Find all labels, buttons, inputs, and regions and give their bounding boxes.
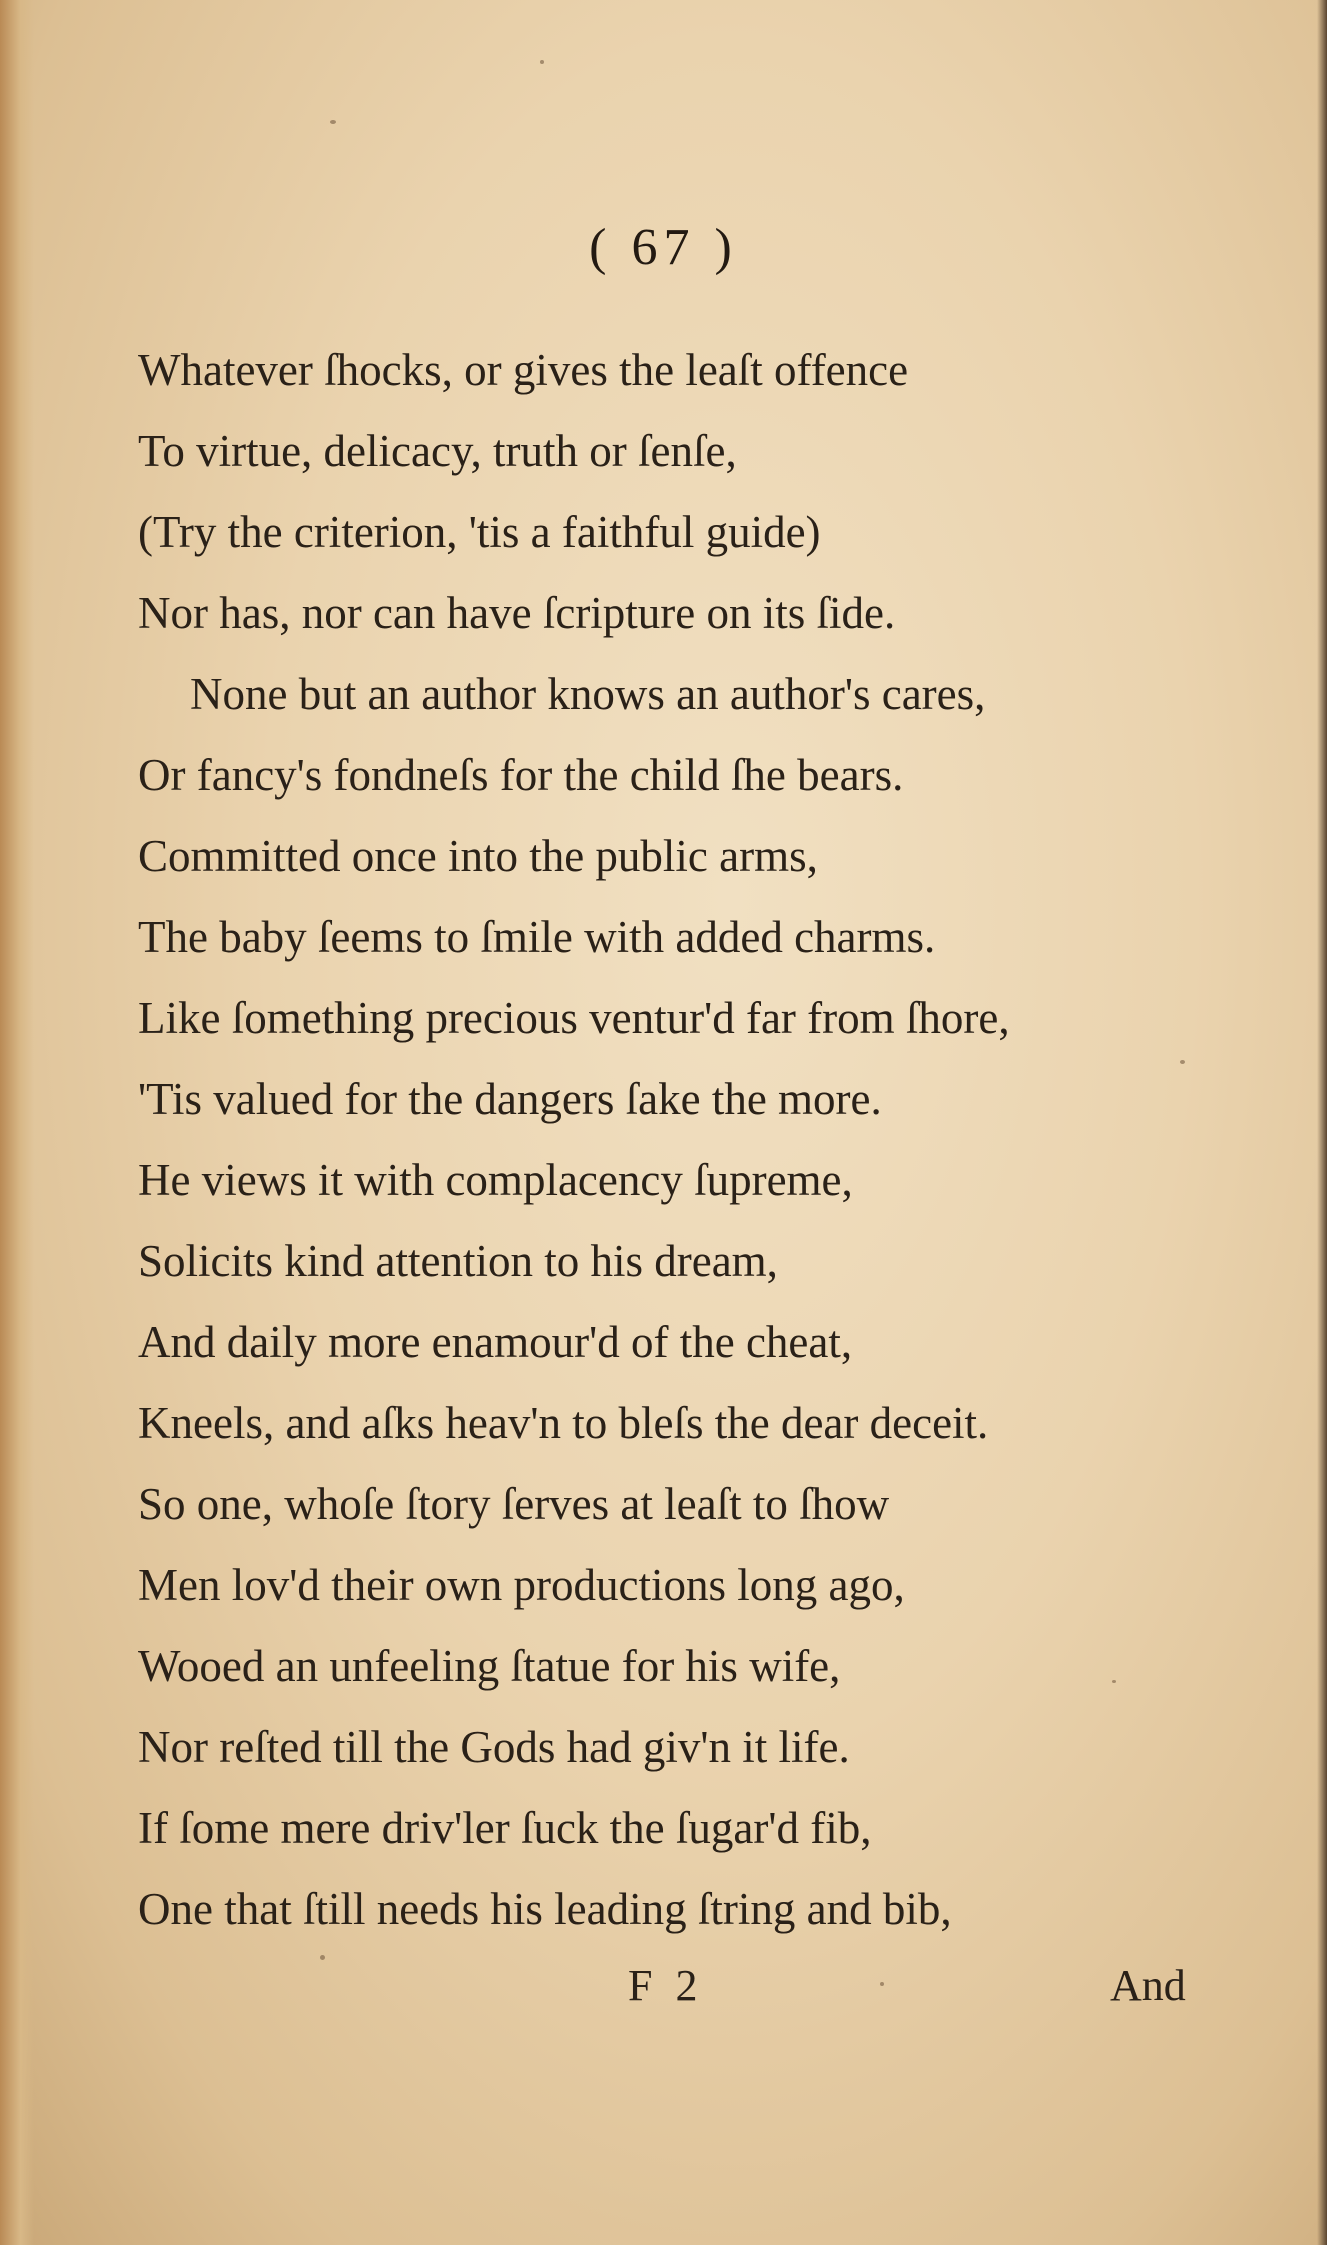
verse-line: To virtue, delicacy, truth or ſenſe, (138, 426, 737, 476)
verse-line: Committed once into the public arms, (138, 831, 818, 881)
verse-line: Like ſomething precious ventur'd far from ſhore, (138, 993, 1010, 1043)
verse-line: Or fancy's fondneſs for the child ſhe bears. (138, 750, 904, 800)
verse-line: Nor has, nor can have ſcripture on its ſide. (138, 588, 896, 638)
verse-line: None but an author knows an author's cares, (190, 669, 986, 719)
verse-line: So one, whoſe ſtory ſerves at leaſt to ſhow (138, 1479, 890, 1529)
verse-line: Solicits kind attention to his dream, (138, 1236, 778, 1286)
verse-line: 'Tis valued for the dangers ſake the more. (138, 1074, 882, 1124)
verse-block (138, 330, 1218, 1950)
page-footer (0, 1960, 1327, 2030)
verse-line: Kneels, and aſks heav'n to bleſs the dear deceit. (138, 1398, 989, 1448)
page-edge-shadow (1317, 0, 1327, 2245)
verse-line: And daily more enamour'd of the cheat, (138, 1317, 853, 1367)
page-number: ( 67 ) (589, 219, 738, 276)
verse-line: He views it with complacency ſupreme, (138, 1155, 853, 1205)
verse-line: One that ſtill needs his leading ſtring and bib, (138, 1884, 952, 1934)
verse-line: Wooed an unfeeling ſtatue for his wife, (138, 1641, 841, 1691)
verse-line: Whatever ſhocks, or gives the leaſt offence (138, 345, 909, 395)
verse-line: The baby ſeems to ſmile with added charms. (138, 912, 936, 962)
paper-speck (540, 60, 544, 64)
page-binding-shadow (0, 0, 34, 2245)
verse-line: Nor reſted till the Gods had giv'n it life. (138, 1722, 850, 1772)
verse-line: Men lov'd their own productions long ago, (138, 1560, 905, 1610)
signature-mark: F 2 (628, 1961, 704, 2010)
verse-line: If ſome mere driv'ler ſuck the ſugar'd fib, (138, 1803, 872, 1853)
paper-speck (330, 120, 336, 124)
verse-line: (Try the criterion, 'tis a faithful guide) (138, 507, 821, 557)
catchword: And (1110, 1961, 1186, 2010)
